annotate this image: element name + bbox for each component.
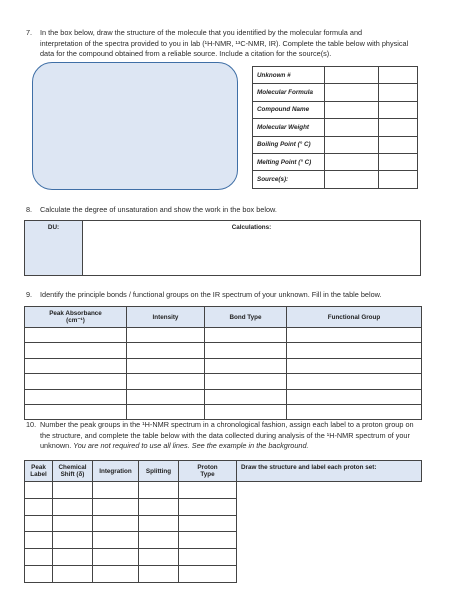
table-cell[interactable] xyxy=(205,404,287,419)
table-cell[interactable] xyxy=(93,565,139,582)
table-cell[interactable] xyxy=(25,389,127,404)
table-cell[interactable] xyxy=(179,549,237,566)
table-cell[interactable] xyxy=(25,358,127,373)
structure-drawing-box[interactable] xyxy=(32,62,238,190)
table-row xyxy=(25,549,422,566)
header-splitting: Splitting xyxy=(139,461,179,482)
table-row xyxy=(25,515,422,532)
property-value-cell[interactable] xyxy=(324,119,378,136)
table-cell[interactable] xyxy=(127,404,205,419)
header-proton-type: Proton Type xyxy=(179,461,237,482)
table-row xyxy=(253,101,418,118)
property-value-cell[interactable] xyxy=(324,84,378,101)
physical-data-table xyxy=(252,66,418,189)
table-row xyxy=(253,136,418,153)
table-cell[interactable] xyxy=(127,358,205,373)
property-label: Melting Point (° C) xyxy=(253,153,325,170)
table-row xyxy=(25,404,422,419)
table-cell[interactable] xyxy=(93,532,139,549)
table-row xyxy=(253,67,418,84)
table-cell[interactable] xyxy=(139,565,179,582)
question-text: Identify the principle bonds / functional groups on the IR spectrum of your unknown. Fill in the table below. xyxy=(40,290,382,299)
calculations-label: Calculations: xyxy=(231,224,272,231)
unsaturation-table xyxy=(24,220,421,276)
table-row xyxy=(25,374,422,389)
table-row xyxy=(253,153,418,170)
header-peak-absorbance: Peak Absorbance (cm⁻¹) xyxy=(25,307,127,328)
header-peak-label: Peak Label xyxy=(25,461,53,482)
structure-labeling-area[interactable]: Draw the structure and label each proton set: xyxy=(237,461,422,482)
du-label: DU: xyxy=(47,224,60,231)
property-label: Unknown # xyxy=(253,67,325,84)
table-cell[interactable] xyxy=(179,565,237,582)
table-cell[interactable] xyxy=(25,549,53,566)
table-cell[interactable] xyxy=(53,482,93,499)
property-value-cell[interactable] xyxy=(324,171,378,188)
table-cell[interactable] xyxy=(93,498,139,515)
du-cell[interactable] xyxy=(25,221,83,276)
table-row xyxy=(25,565,422,582)
table-cell[interactable] xyxy=(287,404,422,419)
question-number: 10. xyxy=(26,420,37,429)
property-value-cell[interactable] xyxy=(378,136,417,153)
header-functional-group: Functional Group xyxy=(287,307,422,328)
table-cell[interactable] xyxy=(205,328,287,343)
question-text: Number the peak groups in the ¹H-NMR spectrum in a chronological fashion, assign each label to a proton group on the structure, and complete the table below with the data collected during analysis of the ¹H-NMR spectrum of your unknown. You are not required to use all lines. See the example in the background. xyxy=(40,420,414,450)
table-cell[interactable] xyxy=(25,374,127,389)
table-cell[interactable] xyxy=(287,374,422,389)
table-cell[interactable] xyxy=(139,498,179,515)
question-number: 8. xyxy=(26,205,33,214)
table-row xyxy=(25,358,422,373)
ir-table xyxy=(24,306,422,420)
table-row xyxy=(253,119,418,136)
table-row xyxy=(25,482,422,499)
table-cell[interactable] xyxy=(25,482,53,499)
property-value-cell[interactable] xyxy=(378,84,417,101)
table-cell[interactable] xyxy=(127,374,205,389)
table-cell[interactable] xyxy=(179,498,237,515)
table-cell[interactable] xyxy=(205,389,287,404)
table-cell[interactable] xyxy=(93,482,139,499)
table-cell[interactable] xyxy=(179,515,237,532)
table-cell[interactable] xyxy=(287,358,422,373)
table-cell[interactable] xyxy=(93,549,139,566)
table-cell[interactable] xyxy=(53,498,93,515)
header-integration: Integration xyxy=(93,461,139,482)
table-cell[interactable] xyxy=(179,532,237,549)
property-label: Molecular Weight xyxy=(253,119,325,136)
table-row xyxy=(25,343,422,358)
property-value-cell[interactable] xyxy=(378,171,417,188)
table-row xyxy=(25,389,422,404)
table-cell[interactable] xyxy=(93,515,139,532)
table-cell[interactable] xyxy=(127,389,205,404)
table-cell[interactable] xyxy=(287,343,422,358)
property-value-cell[interactable] xyxy=(378,153,417,170)
question-text: In the box below, draw the structure of the molecule that you identified by the molecular formula and interpretation of the spectra provided to you in lab (¹H-NMR, ¹³C-NMR, IR). Complete the table below with physical data for the compound obtained from a reliable source. Include a citation for the source(s). xyxy=(40,28,409,58)
table-cell[interactable] xyxy=(139,482,179,499)
table-cell[interactable] xyxy=(53,515,93,532)
question-number: 7. xyxy=(26,28,33,37)
property-label: Source(s): xyxy=(253,171,325,188)
table-cell[interactable] xyxy=(25,343,127,358)
table-cell[interactable] xyxy=(25,328,127,343)
question-text: Calculate the degree of unsaturation and show the work in the box below. xyxy=(40,205,277,214)
property-label: Molecular Formula xyxy=(253,84,325,101)
header-bond-type: Bond Type xyxy=(205,307,287,328)
table-row xyxy=(25,328,422,343)
table-cell[interactable] xyxy=(25,532,53,549)
table-cell[interactable] xyxy=(287,328,422,343)
table-cell[interactable] xyxy=(25,404,127,419)
property-value-cell[interactable] xyxy=(378,101,417,118)
table-cell[interactable] xyxy=(139,515,179,532)
nmr-table xyxy=(24,460,422,583)
property-value-cell[interactable] xyxy=(324,136,378,153)
property-value-cell[interactable] xyxy=(378,67,417,84)
question-number: 9. xyxy=(26,290,33,299)
property-label: Boiling Point (° C) xyxy=(253,136,325,153)
calculations-cell[interactable] xyxy=(83,221,421,276)
property-value-cell[interactable] xyxy=(324,67,378,84)
property-value-cell[interactable] xyxy=(378,119,417,136)
table-cell[interactable] xyxy=(287,389,422,404)
table-cell[interactable] xyxy=(139,532,179,549)
table-cell[interactable] xyxy=(205,358,287,373)
table-cell[interactable] xyxy=(53,532,93,549)
table-cell[interactable] xyxy=(53,549,93,566)
header-chemical-shift: Chemical Shift (δ) xyxy=(53,461,93,482)
table-row xyxy=(253,171,418,188)
table-cell[interactable] xyxy=(25,565,53,582)
table-cell[interactable] xyxy=(53,565,93,582)
table-cell[interactable] xyxy=(139,549,179,566)
property-label: Compound Name xyxy=(253,101,325,118)
header-intensity: Intensity xyxy=(127,307,205,328)
table-cell[interactable] xyxy=(127,343,205,358)
table-row xyxy=(25,498,422,515)
property-value-cell[interactable] xyxy=(324,153,378,170)
table-row xyxy=(253,84,418,101)
table-cell[interactable] xyxy=(25,498,53,515)
table-cell[interactable] xyxy=(179,482,237,499)
table-cell[interactable] xyxy=(205,343,287,358)
table-cell[interactable] xyxy=(127,328,205,343)
property-value-cell[interactable] xyxy=(324,101,378,118)
table-row xyxy=(25,532,422,549)
table-cell[interactable] xyxy=(205,374,287,389)
table-cell[interactable] xyxy=(25,515,53,532)
